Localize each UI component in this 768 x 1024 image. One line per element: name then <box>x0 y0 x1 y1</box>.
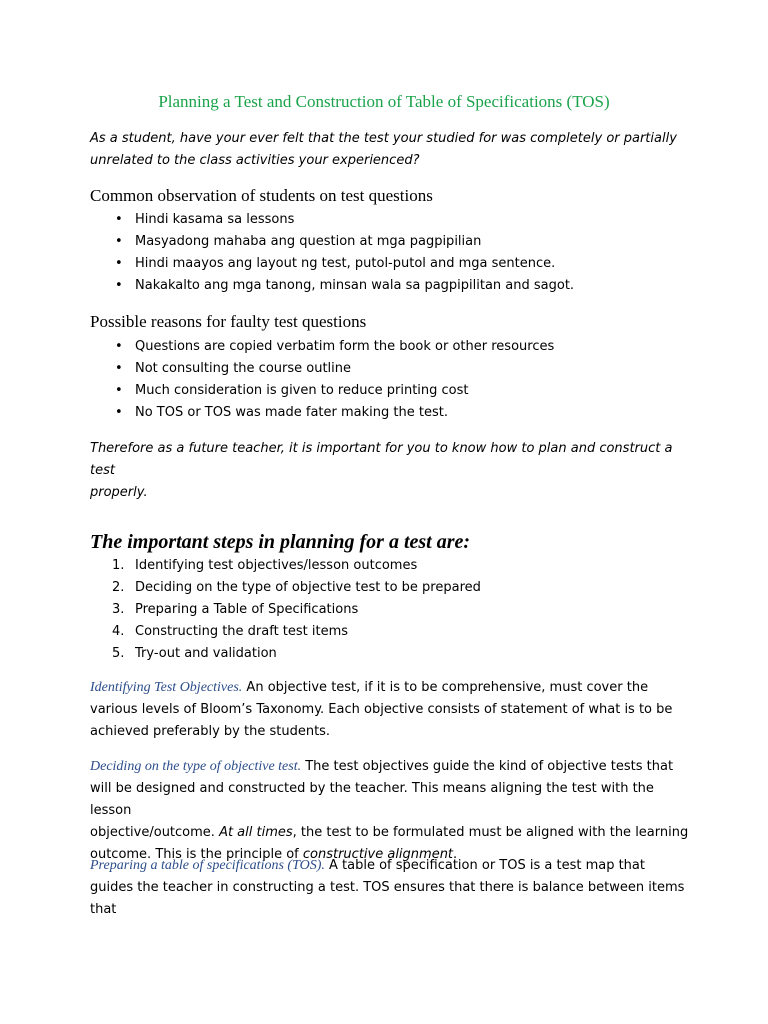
bullet-icon: • <box>115 234 123 249</box>
paragraph-text: guides the teacher in constructing a test. TOS ensures that there is balance between items that <box>90 880 685 917</box>
conclusion-line: Therefore as a future teacher, it is important for you to know how to plan and construct a test <box>90 441 673 478</box>
steps-list <box>90 555 481 665</box>
paragraph-text: . <box>453 847 458 862</box>
step-number: 2. <box>112 580 125 595</box>
bullet-icon: • <box>115 256 123 271</box>
paragraph-text: achieved preferably by the students. <box>90 724 331 739</box>
list-item-text: Much consideration is given to reduce printing cost <box>135 383 469 398</box>
step-item <box>90 577 481 599</box>
paragraph-text: objective/outcome. <box>90 825 220 840</box>
bullet-icon: • <box>115 339 123 354</box>
step-item <box>90 599 481 621</box>
conclusion-line: properly. <box>90 485 148 500</box>
paragraph-text: A table of specification or TOS is a test map that <box>324 858 645 873</box>
steps-heading: The important steps in planning for a test are: <box>90 531 471 553</box>
list-item <box>90 358 554 380</box>
observations-list <box>90 209 574 297</box>
step-number: 1. <box>112 558 125 573</box>
reasons-list <box>90 336 554 424</box>
bullet-icon: • <box>115 212 123 227</box>
step-item <box>90 621 481 643</box>
step-item <box>90 643 481 665</box>
conclusion-paragraph <box>90 438 690 504</box>
section-heading-observations: Common observation of students on test questions <box>90 186 433 205</box>
bullet-icon: • <box>115 278 123 293</box>
paragraph-text: various levels of Bloom’s Taxonomy. Each objective consists of statement of what is to be <box>90 702 673 717</box>
bullet-icon: • <box>115 361 123 376</box>
paragraph-label: Preparing a table of specifications (TOS). <box>90 858 325 873</box>
list-item-text: Masyadong mahaba ang question at mga pagpipilian <box>135 234 482 249</box>
list-item <box>90 402 554 424</box>
bullet-icon: • <box>115 383 123 398</box>
paragraph-deciding-type <box>90 756 690 866</box>
list-item-text: Nakakalto ang mga tanong, minsan wala sa pagpipilitan and sagot. <box>135 278 575 293</box>
step-text: Try-out and validation <box>135 646 277 661</box>
step-number: 5. <box>112 646 125 661</box>
paragraph-text: The test objectives guide the kind of objective tests that <box>301 759 674 774</box>
emphasis-text: constructive alignment <box>302 847 454 862</box>
list-item-text: No TOS or TOS was made fater making the test. <box>135 405 448 420</box>
step-number: 4. <box>112 624 125 639</box>
paragraph-identifying-objectives <box>90 677 690 743</box>
step-text: Preparing a Table of Specifications <box>135 602 359 617</box>
list-item <box>90 380 554 402</box>
paragraph-text: An objective test, if it is to be comprehensive, must cover the <box>242 680 649 695</box>
step-text: Constructing the draft test items <box>135 624 349 639</box>
step-text: Deciding on the type of objective test to be prepared <box>135 580 481 595</box>
paragraph-text: will be designed and constructed by the teacher. This means aligning the test with the lesson <box>90 781 654 818</box>
paragraph-preparing-tos <box>90 855 690 921</box>
bullet-icon: • <box>115 405 123 420</box>
list-item-text: Hindi kasama sa lessons <box>135 212 295 227</box>
list-item <box>90 209 574 231</box>
intro-paragraph <box>90 128 690 172</box>
step-item <box>90 555 481 577</box>
section-heading-reasons: Possible reasons for faulty test questions <box>90 312 367 331</box>
list-item <box>90 275 574 297</box>
paragraph-text: , the test to be formulated must be aligned with the learning <box>292 825 689 840</box>
list-item-text: Not consulting the course outline <box>135 361 352 376</box>
list-item <box>90 231 574 253</box>
page-title: Planning a Test and Construction of Table of Specifications (TOS) <box>158 92 610 111</box>
step-text: Identifying test objectives/lesson outcomes <box>135 558 418 573</box>
paragraph-label: Identifying Test Objectives. <box>90 680 243 695</box>
paragraph-text: outcome. This is the principle of <box>90 847 303 862</box>
list-item <box>90 336 554 358</box>
intro-line: As a student, have your ever felt that the test your studied for was completely or partially <box>90 131 677 146</box>
list-item-text: Questions are copied verbatim form the book or other resources <box>135 339 555 354</box>
paragraph-label: Deciding on the type of objective test. <box>90 759 302 774</box>
step-number: 3. <box>112 602 125 617</box>
list-item-text: Hindi maayos ang layout ng test, putol-putol and mga sentence. <box>135 256 556 271</box>
emphasis-text: At all times <box>219 825 293 840</box>
list-item <box>90 253 574 275</box>
intro-line: unrelated to the class activities your experienced? <box>90 153 420 168</box>
